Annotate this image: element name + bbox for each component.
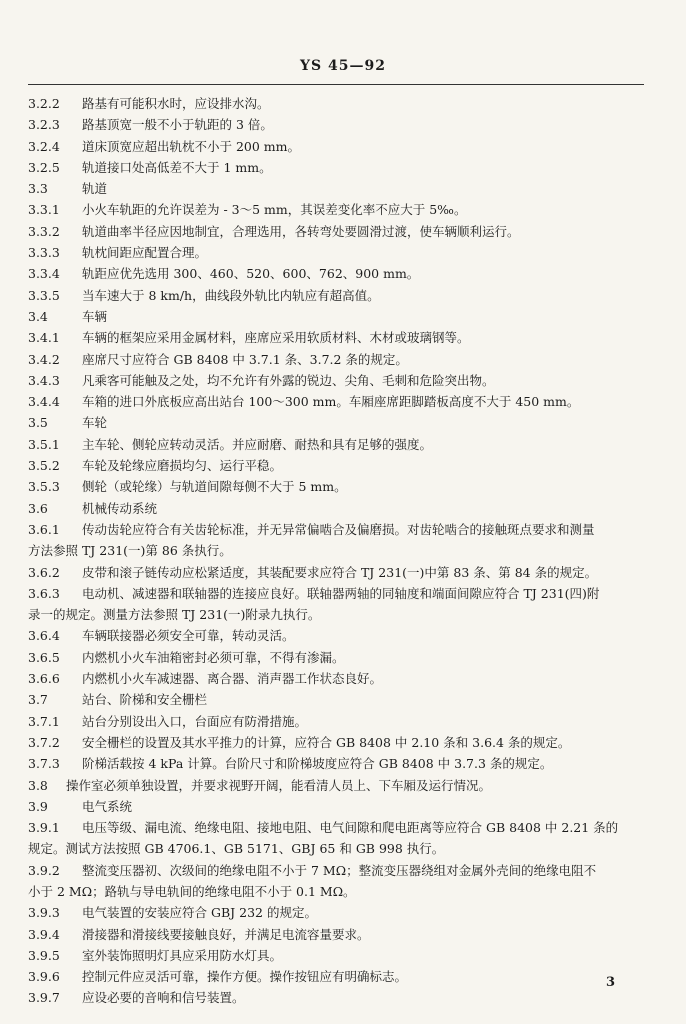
clause-line bbox=[28, 221, 646, 242]
clause-number: 3.6.6 bbox=[28, 671, 60, 687]
clause-number: 3.4.3 bbox=[28, 372, 60, 388]
clause-text: 应设必要的音响和信号装置。 bbox=[82, 990, 245, 1006]
clause-number: 3.4.1 bbox=[28, 330, 60, 346]
clause-text: 车轮及轮缘应磨损均匀、运行平稳。 bbox=[82, 458, 283, 474]
clause-line bbox=[28, 498, 646, 519]
clause-number: 3.4.4 bbox=[28, 394, 60, 410]
clause-line bbox=[28, 412, 646, 433]
clause-line bbox=[28, 945, 646, 966]
clause-number: 3.6.5 bbox=[28, 649, 60, 665]
clause-line bbox=[28, 114, 646, 135]
clause-number: 3.6.2 bbox=[28, 564, 60, 580]
clause-line bbox=[28, 625, 646, 646]
clause-number: 3.9.7 bbox=[28, 990, 60, 1006]
clause-line bbox=[28, 285, 646, 306]
clause-text: 轨枕间距应配置合理。 bbox=[82, 245, 208, 261]
clause-text: 轨距应优先选用 300、460、520、600、762、900 mm。 bbox=[82, 266, 420, 282]
clause-line bbox=[28, 327, 646, 348]
clause-text: 电压等级、漏电流、绝缘电阻、接地电阻、电气间隙和爬电距离等应符合 GB 8408 中 2.21 条的 bbox=[82, 820, 619, 836]
header-rule bbox=[28, 84, 644, 85]
clause-line bbox=[28, 796, 646, 817]
clause-line bbox=[28, 689, 646, 710]
clause-number: 3.9 bbox=[28, 798, 48, 814]
clause-line bbox=[28, 349, 646, 370]
clause-line bbox=[28, 860, 646, 881]
clause-text: 道床顶宽应超出轨枕不小于 200 mm。 bbox=[82, 138, 301, 154]
clause-number: 3.9.6 bbox=[28, 969, 60, 985]
clause-number: 3.2.3 bbox=[28, 117, 60, 133]
clause-continuation: 录一的规定。测量方法参照 TJ 231(一)附录九执行。 bbox=[28, 607, 321, 623]
clause-line bbox=[28, 434, 646, 455]
clause-line bbox=[28, 753, 646, 774]
clause-text: 车箱的进口外底板应高出站台 100～300 mm。车厢座席距脚踏板高度不大于 450 mm。 bbox=[82, 394, 580, 410]
clause-text: 电动机、减速器和联轴器的连接应良好。联轴器两轴的同轴度和端面间隙应符合 TJ 231(四)附 bbox=[82, 585, 600, 601]
clause-text: 车辆 bbox=[82, 308, 108, 324]
clause-number: 3.6.4 bbox=[28, 628, 60, 644]
clause-line bbox=[28, 391, 646, 412]
clause-text: 皮带和滚子链传动应松紧适度，其装配要求应符合 TJ 231(一)中第 83 条、第 84 条的规定。 bbox=[82, 564, 598, 580]
clause-line bbox=[28, 93, 646, 114]
clause-text: 电气装置的安装应符合 GBJ 232 的规定。 bbox=[82, 905, 317, 921]
clause-text: 轨道接口处高低差不大于 1 mm。 bbox=[82, 159, 272, 175]
clause-text: 站台分别设出入口，台面应有防滑措施。 bbox=[82, 713, 308, 729]
clause-number: 3.4 bbox=[28, 308, 48, 324]
clause-number: 3.6.1 bbox=[28, 521, 60, 537]
clause-text: 座席尺寸应符合 GB 8408 中 3.7.1 条、3.7.2 条的规定。 bbox=[82, 351, 408, 367]
clause-line bbox=[28, 817, 646, 838]
clause-number: 3.2.4 bbox=[28, 138, 60, 154]
clause-number: 3.3.2 bbox=[28, 223, 60, 239]
clause-number: 3.9.2 bbox=[28, 862, 60, 878]
clause-line bbox=[28, 455, 646, 476]
clause-number: 3.9.5 bbox=[28, 947, 60, 963]
clause-text: 车辆联接器必须安全可靠，转动灵活。 bbox=[82, 628, 295, 644]
clause-line bbox=[28, 476, 646, 497]
clause-text: 操作室必须单独设置，并要求视野开阔，能看清人员上、下车厢及运行情况。 bbox=[66, 777, 492, 793]
clause-line bbox=[28, 647, 646, 668]
clause-text: 路基顶宽一般不小于轨距的 3 倍。 bbox=[82, 117, 273, 133]
clause-line bbox=[28, 583, 646, 604]
clause-line bbox=[28, 987, 646, 1008]
clause-line bbox=[28, 263, 646, 284]
clause-text: 小火车轨距的允许误差为 - 3～5 mm，其误差变化率不应大于 5‰。 bbox=[82, 202, 467, 218]
clause-line bbox=[28, 199, 646, 220]
clause-line bbox=[28, 242, 646, 263]
clause-number: 3.5.1 bbox=[28, 436, 60, 452]
clause-number: 3.6 bbox=[28, 500, 48, 516]
clause-text: 车辆的框架应采用金属材料，座席应采用软质材料、木材或玻璃钢等。 bbox=[82, 330, 470, 346]
clause-text: 整流变压器初、次级间的绝缘电阻不小于 7 MΩ；整流变压器绕组对金属外壳间的绝缘电阻不 bbox=[82, 862, 597, 878]
clause-number: 3.9.4 bbox=[28, 926, 60, 942]
clause-number: 3.7 bbox=[28, 692, 48, 708]
clause-number: 3.5 bbox=[28, 415, 48, 431]
clause-number: 3.7.3 bbox=[28, 756, 60, 772]
clause-line bbox=[28, 370, 646, 391]
clause-line bbox=[28, 924, 646, 945]
clause-number: 3.2.5 bbox=[28, 159, 60, 175]
clause-number: 3.4.2 bbox=[28, 351, 60, 367]
standard-text-body bbox=[28, 93, 646, 1009]
clause-text: 侧轮（或轮缘）与轨道间隙每侧不大于 5 mm。 bbox=[82, 479, 347, 495]
clause-number: 3.3.1 bbox=[28, 202, 60, 218]
clause-line bbox=[28, 966, 646, 987]
clause-line bbox=[28, 157, 646, 178]
clause-line bbox=[28, 562, 646, 583]
document-code-header: YS 45—92 bbox=[300, 58, 386, 74]
clause-number: 3.5.3 bbox=[28, 479, 60, 495]
clause-number: 3.5.2 bbox=[28, 458, 60, 474]
page-number: 3 bbox=[606, 975, 616, 990]
clause-continuation: 小于 2 MΩ；路轨与导电轨间的绝缘电阻不小于 0.1 MΩ。 bbox=[28, 883, 356, 899]
clause-number: 3.9.3 bbox=[28, 905, 60, 921]
clause-text: 当车速大于 8 km/h，曲线段外轨比内轨应有超高值。 bbox=[82, 287, 380, 303]
clause-text: 阶梯活载按 4 kPa 计算。台阶尺寸和阶梯坡度应符合 GB 8408 中 3.7.3 条的规定。 bbox=[82, 756, 553, 772]
clause-text: 控制元件应灵活可靠，操作方便。操作按钮应有明确标志。 bbox=[82, 969, 408, 985]
clause-line bbox=[28, 178, 646, 199]
clause-line bbox=[28, 732, 646, 753]
clause-line bbox=[28, 775, 646, 796]
clause-number: 3.3.4 bbox=[28, 266, 60, 282]
clause-text: 内燃机小火车减速器、离合器、消声器工作状态良好。 bbox=[82, 671, 383, 687]
clause-line bbox=[28, 668, 646, 689]
clause-text: 室外装饰照明灯具应采用防水灯具。 bbox=[82, 947, 283, 963]
clause-text: 站台、阶梯和安全栅栏 bbox=[82, 692, 208, 708]
clause-text: 轨道 bbox=[82, 181, 108, 197]
clause-text: 轨道曲率半径应因地制宜，合理选用，各转弯处要圆滑过渡，使车辆顺利运行。 bbox=[82, 223, 520, 239]
clause-number: 3.2.2 bbox=[28, 96, 60, 111]
clause-text: 主车轮、侧轮应转动灵活。并应耐磨、耐热和具有足够的强度。 bbox=[82, 436, 433, 452]
clause-number: 3.3 bbox=[28, 181, 48, 197]
clause-line bbox=[28, 136, 646, 157]
clause-number: 3.3.5 bbox=[28, 287, 60, 303]
clause-number: 3.6.3 bbox=[28, 585, 60, 601]
clause-number: 3.3.3 bbox=[28, 245, 60, 261]
clause-text: 路基有可能积水时，应设排水沟。 bbox=[82, 96, 270, 111]
clause-text: 机械传动系统 bbox=[82, 500, 158, 516]
clause-line bbox=[28, 902, 646, 923]
clause-number: 3.8 bbox=[28, 777, 48, 793]
clause-number: 3.7.1 bbox=[28, 713, 60, 729]
clause-line bbox=[28, 306, 646, 327]
clause-text: 凡乘客可能触及之处，均不允许有外露的锐边、尖角、毛刺和危险突出物。 bbox=[82, 372, 495, 388]
clause-continuation: 方法参照 TJ 231(一)第 86 条执行。 bbox=[28, 543, 232, 559]
clause-line bbox=[28, 711, 646, 732]
clause-number: 3.9.1 bbox=[28, 820, 60, 836]
clause-text: 内燃机小火车油箱密封必须可靠，不得有渗漏。 bbox=[82, 649, 345, 665]
clause-line bbox=[28, 519, 646, 540]
clause-text: 滑接器和滑接线要接触良好，并满足电流容量要求。 bbox=[82, 926, 370, 942]
clause-text: 传动齿轮应符合有关齿轮标准，并无异常偏啮合及偏磨损。对齿轮啮合的接触斑点要求和测量 bbox=[82, 521, 595, 537]
clause-text: 安全栅栏的设置及其水平推力的计算，应符合 GB 8408 中 2.10 条和 3.6.4 条的规定。 bbox=[82, 734, 571, 750]
clause-text: 电气系统 bbox=[82, 798, 133, 814]
clause-text: 车轮 bbox=[82, 415, 108, 431]
clause-number: 3.7.2 bbox=[28, 734, 60, 750]
clause-continuation: 规定。测试方法按照 GB 4706.1、GB 5171、GBJ 65 和 GB 998 执行。 bbox=[28, 841, 445, 857]
